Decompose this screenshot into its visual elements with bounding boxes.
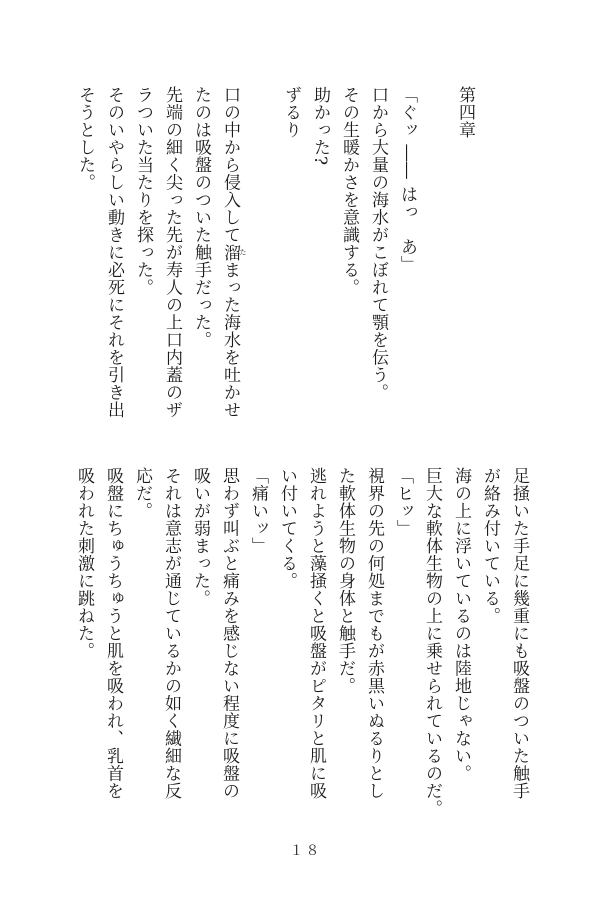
text-line: が絡み付いている。 xyxy=(480,467,500,625)
text-line: 吸いが弱まった。 xyxy=(190,467,210,607)
text-line: た軟体生物の身体と触手だ。 xyxy=(335,467,355,695)
text-line: 逃れようと藻掻くと吸盤がピタリと肌に吸 xyxy=(306,467,326,800)
text-line-with-ruby xyxy=(215,86,247,446)
text-line: 口から大量の海水がこぼれて顎を伝う。 xyxy=(368,86,388,401)
ruby-reading: た xyxy=(239,243,247,261)
text-line: 助かった? xyxy=(310,86,330,166)
text-line: 足掻いた手足に幾重にも吸盤のついた触手 xyxy=(509,467,529,800)
text-line: 吸盤にちゅうちゅうと肌を吸われ、乳首を xyxy=(103,467,123,800)
text-line: たのは吸盤のついた触手だった。 xyxy=(191,86,211,349)
text-line: 巨大な軟体生物の上に乗せられているのだ。 xyxy=(422,467,442,817)
text-fragment: 口の中から侵入して xyxy=(220,86,240,244)
text-line: い付いてくる。 xyxy=(277,467,297,590)
text-line: 「痛いッ」 xyxy=(248,467,268,555)
text-fragment: まった海水を吐かせ xyxy=(220,261,240,419)
text-line: 「ぐッ ―― はっ あ」 xyxy=(397,86,417,273)
text-line: 「ヒッ」 xyxy=(393,467,413,537)
text-line: 吸われた刺激に跳ねた。 xyxy=(74,467,94,660)
text-line: そうとした。 xyxy=(75,86,95,191)
text-line: ラついた当たりを探った。 xyxy=(133,86,153,296)
text-line: それは意志が通じているかの如く繊細な反 xyxy=(161,467,181,800)
chapter-title: 第四章 xyxy=(455,86,475,139)
text-line: そのいやらしい動きに必死にそれを引き出 xyxy=(104,86,124,419)
blank-column xyxy=(247,86,276,446)
bottom-text-block xyxy=(69,467,533,827)
text-line: 視界の先の何処までもが赤黒いぬるりとし xyxy=(364,467,384,800)
page-number: １８ xyxy=(289,843,322,859)
text-line: 応だ。 xyxy=(132,467,152,520)
top-text-block xyxy=(70,86,479,446)
ruby-word xyxy=(220,243,247,262)
text-line: 思わず叫ぶと痛みを感じない程度に吸盤の xyxy=(219,467,239,800)
text-line: 海の上に浮いているのは陸地じゃない。 xyxy=(451,467,471,782)
blank-column xyxy=(421,86,450,446)
text-line: ずるり xyxy=(281,86,301,139)
text-line: 先端の細く尖った先が寿人の上口内蓋のザ xyxy=(162,86,182,419)
text-line: その生暖かさを意識する。 xyxy=(339,86,359,296)
ruby-base: 溜 xyxy=(220,243,240,261)
